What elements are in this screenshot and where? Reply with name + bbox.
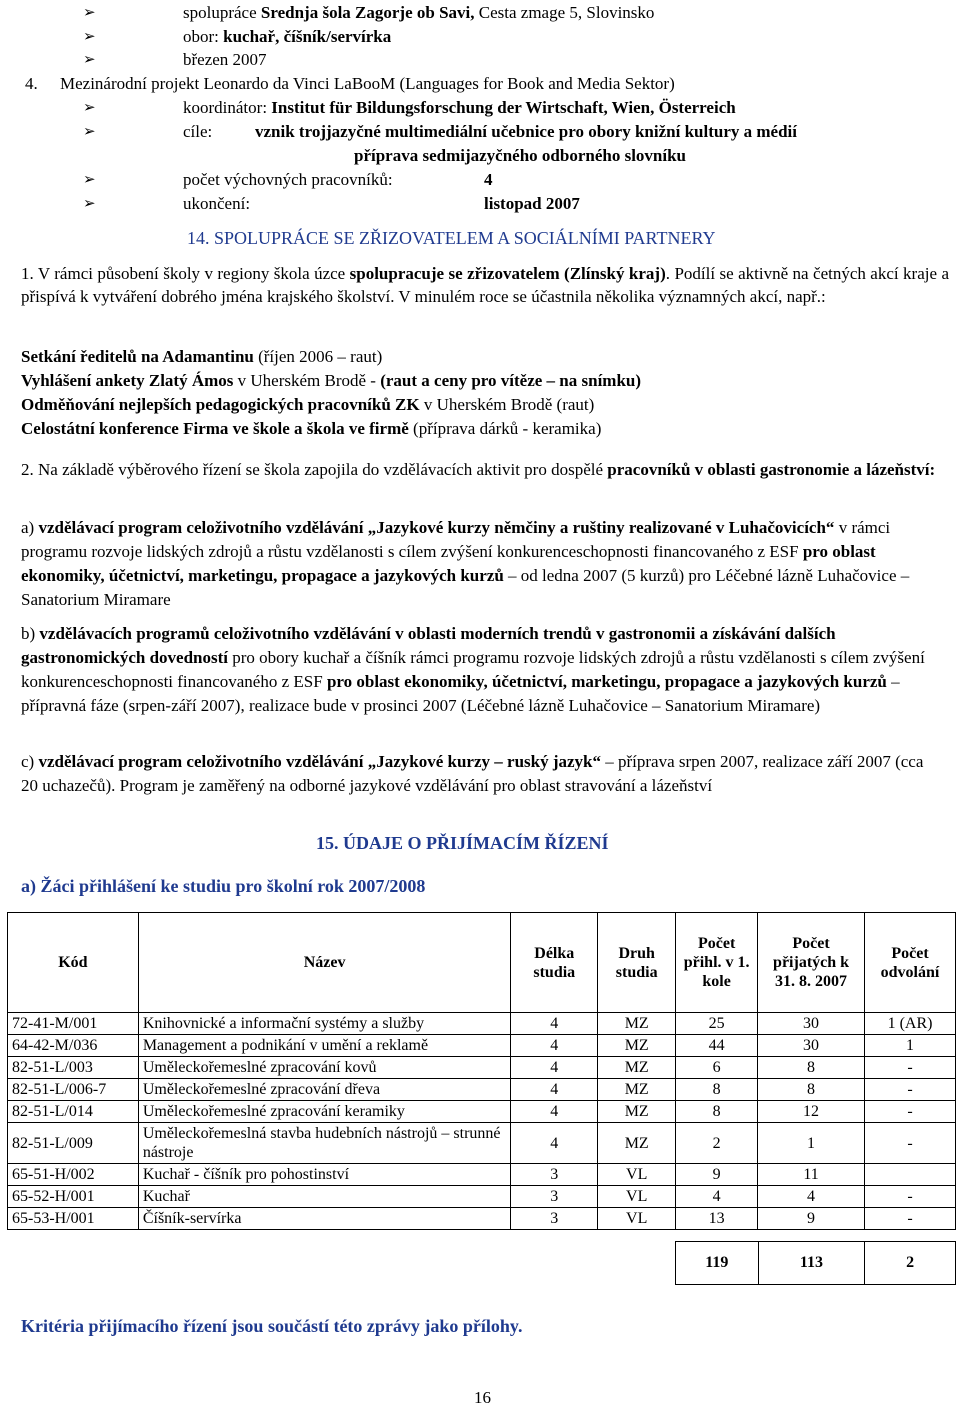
project-4-number: 4.	[25, 74, 38, 93]
program-b-letter: b)	[21, 624, 40, 643]
cell-appeals: 1 (AR)	[865, 1013, 956, 1035]
end-label: ukončení:	[183, 194, 251, 213]
cell-type: MZ	[598, 1079, 676, 1101]
cell-type: VL	[598, 1208, 676, 1230]
cell-code: 64-42-M/036	[8, 1035, 139, 1057]
cell-applicants: 44	[676, 1035, 758, 1057]
table-row	[8, 1035, 956, 1057]
cell-code: 82-51-L/006-7	[8, 1079, 139, 1101]
total-appeals: 2	[865, 1242, 956, 1285]
cell-accepted: 30	[758, 1013, 865, 1035]
top-item-1-bold: Srednja šola Zagorje ob Savi,	[260, 3, 475, 22]
arrow-bullet-icon: ➢	[83, 52, 96, 68]
column-header-length: Délka studia	[511, 913, 598, 1013]
program-b	[21, 622, 941, 718]
cell-accepted: 30	[758, 1035, 865, 1057]
cell-name: Kuchař - číšník pro pohostinství	[138, 1164, 510, 1186]
top-item-1-prefix: spolupráce	[183, 3, 261, 22]
cell-accepted: 1	[758, 1123, 865, 1164]
table-row	[8, 1057, 956, 1079]
cell-code: 82-51-L/014	[8, 1101, 139, 1123]
cell-type: MZ	[598, 1013, 676, 1035]
cell-type: VL	[598, 1164, 676, 1186]
cell-applicants: 6	[676, 1057, 758, 1079]
cell-appeals: -	[865, 1123, 956, 1164]
program-a-letter: a)	[21, 518, 39, 537]
event-1-name: Setkání ředitelů na Adamantinu	[21, 347, 254, 366]
cell-name: Uměleckořemeslné zpracování kovů	[138, 1057, 510, 1079]
event-4-name: Celostátní konference Firma ve škole a škola ve firmě	[21, 419, 409, 438]
program-c-title: vzdělávací program celoživotního vzdělávání „Jazykové kurzy – ruský jazyk“	[38, 752, 602, 771]
section-14-heading: 14. SPOLUPRÁCE SE ZŘIZOVATELEM A SOCIÁLNÍMI PARTNERY	[187, 228, 716, 248]
goal-2: příprava sedmijazyčného odborného slovníku	[354, 146, 687, 165]
event-4-detail: (příprava dárků - keramika)	[408, 419, 602, 438]
program-b-dates: – přípravná fáze (srpen-září 2007), realizace bude v prosinci 2007 (Léčebné lázně Luhačovice – Sanatorium Miramare)	[21, 672, 900, 715]
project-4-coordinator	[183, 98, 736, 118]
program-c	[21, 750, 931, 798]
totals-table	[675, 1241, 956, 1285]
cell-type: VL	[598, 1186, 676, 1208]
top-item-3	[183, 50, 267, 70]
p1-text-b: spolupracuje se zřizovatelem (Zlínský kraj)	[349, 264, 666, 283]
coordinator-label: koordinátor:	[183, 98, 268, 117]
cell-accepted: 11	[758, 1164, 865, 1186]
event-1	[21, 345, 382, 369]
cell-code: 82-51-L/009	[8, 1123, 139, 1164]
section-15-subheading: a) Žáci přihlášení ke studiu pro školní rok 2007/2008	[21, 876, 426, 896]
program-b-title: vzdělávacích programů celoživotního vzdělávání v oblasti moderních trendů v gastronomii a získávání dalších gastronomických dovedností	[21, 624, 836, 667]
event-3-detail: v Uherském Brodě (raut)	[419, 395, 595, 414]
table-row	[8, 1123, 956, 1164]
column-header-accepted: Počet přijatých k 31. 8. 2007	[758, 913, 865, 1013]
program-a-title: vzdělávací program celoživotního vzdělávání „Jazykové kurzy němčiny a ruštiny realizované v Luhačovicích“	[38, 518, 835, 537]
event-2-detail: (raut a ceny pro vítěze – na snímku)	[380, 371, 642, 390]
admission-criteria-note: Kritéria přijímacího řízení jsou součástí této zprávy jako přílohy.	[21, 1316, 523, 1336]
table-row	[8, 1101, 956, 1123]
p1-text-c: . Podílí se aktivně na četných akcí kraje a přispívá k vytváření dobrého jména krajského školství. V minulém roce se účastnila několika významných akcí, např.:	[21, 264, 949, 306]
cell-type: MZ	[598, 1035, 676, 1057]
cell-code: 65-51-H/002	[8, 1164, 139, 1186]
top-item-2	[183, 27, 391, 47]
p2-text-b: pracovníků v oblasti gastronomie a lázeňství:	[607, 460, 936, 479]
cell-name: Kuchař	[138, 1186, 510, 1208]
cell-code: 82-51-L/003	[8, 1057, 139, 1079]
cell-applicants: 25	[676, 1013, 758, 1035]
cell-applicants: 13	[676, 1208, 758, 1230]
table-row	[8, 1186, 956, 1208]
column-header-appeals: Počet odvolání	[865, 913, 956, 1013]
staff-label: počet výchovných pracovníků:	[183, 170, 393, 189]
admissions-table	[7, 912, 956, 1230]
cell-length: 3	[511, 1208, 598, 1230]
cell-applicants: 4	[676, 1186, 758, 1208]
arrow-bullet-icon: ➢	[83, 5, 96, 21]
table-header-row	[8, 913, 956, 1013]
cell-length: 3	[511, 1164, 598, 1186]
cell-name: Číšník-servírka	[138, 1208, 510, 1230]
arrow-bullet-icon: ➢	[83, 196, 96, 212]
goal-1: vznik trojjazyčné multimediální učebnice pro obory knižní kultury a médií	[255, 122, 797, 141]
cell-type: MZ	[598, 1101, 676, 1123]
cell-type: MZ	[598, 1123, 676, 1164]
top-item-1	[183, 3, 654, 23]
p2-text-a: 2. Na základě výběrového řízení se škola zapojila do vzdělávacích aktivit pro dospělé	[21, 460, 608, 479]
program-b-text: pro obory kuchař a číšník rámci programu rozvoje lidských zdrojů a růstu vzdělanosti s cílem zvýšení konkurenceschopnosti financovaného z ESF	[21, 648, 925, 691]
cell-name: Knihovnické a informační systémy a služby	[138, 1013, 510, 1035]
cell-appeals: -	[865, 1208, 956, 1230]
event-1-detail: (říjen 2006 – raut)	[253, 347, 383, 366]
cell-appeals: -	[865, 1186, 956, 1208]
cell-appeals: -	[865, 1101, 956, 1123]
cell-applicants: 2	[676, 1123, 758, 1164]
cell-appeals	[865, 1164, 956, 1186]
event-4	[21, 417, 601, 441]
project-4-title: Mezinárodní projekt Leonardo da Vinci LaBooM (Languages for Book and Media Sektor)	[60, 74, 675, 93]
section-14-paragraph-1	[21, 262, 949, 308]
p1-text-a: 1. V rámci působení školy v regiony škola úzce	[21, 264, 350, 283]
cell-accepted: 4	[758, 1186, 865, 1208]
total-applicants: 119	[676, 1242, 759, 1285]
program-b-focus: pro oblast ekonomiky, účetnictví, marketingu, propagace a jazykových kurzů	[326, 672, 887, 691]
cell-length: 4	[511, 1079, 598, 1101]
table-row	[8, 1079, 956, 1101]
top-item-2-bold: kuchař, číšník/servírka	[223, 27, 392, 46]
arrow-bullet-icon: ➢	[83, 172, 96, 188]
table-row	[8, 1208, 956, 1230]
event-2-place: v Uherském Brodě -	[233, 371, 381, 390]
end-value: listopad 2007	[484, 194, 580, 213]
program-a-dates: – od ledna 2007 (5 kurzů) pro Léčebné lázně Luhačovice – Sanatorium Miramare	[21, 566, 910, 609]
page-number: 16	[474, 1388, 491, 1407]
cell-accepted: 8	[758, 1079, 865, 1101]
column-header-name: Název	[138, 913, 510, 1013]
program-a-focus: pro oblast ekonomiky, účetnictví, marketingu, propagace a jazykových kurzů	[21, 542, 876, 585]
top-item-1-rest: Cesta zmage 5, Slovinsko	[474, 3, 655, 22]
cell-length: 4	[511, 1057, 598, 1079]
cell-name: Uměleckořemeslné zpracování keramiky	[138, 1101, 510, 1123]
cell-length: 4	[511, 1123, 598, 1164]
arrow-bullet-icon: ➢	[83, 100, 96, 116]
cell-appeals: 1	[865, 1035, 956, 1057]
cell-length: 4	[511, 1013, 598, 1035]
event-3	[21, 393, 594, 417]
column-header-type: Druh studia	[598, 913, 676, 1013]
top-item-2-prefix: obor:	[183, 27, 224, 46]
program-c-text: – příprava srpen 2007, realizace září 2007 (cca 20 uchazečů). Program je zaměřený na odborné jazykové vzdělávání pro oblast stravování a lázeňství	[21, 752, 924, 795]
cell-applicants: 8	[676, 1101, 758, 1123]
cell-length: 4	[511, 1035, 598, 1057]
program-a	[21, 516, 941, 612]
event-2	[21, 369, 641, 393]
total-accepted: 113	[758, 1242, 865, 1285]
cell-name: Management a podnikání v umění a reklamě	[138, 1035, 510, 1057]
goals-label: cíle:	[183, 122, 213, 141]
arrow-bullet-icon: ➢	[83, 124, 96, 140]
cell-code: 65-52-H/001	[8, 1186, 139, 1208]
column-header-code: Kód	[8, 913, 139, 1013]
program-c-letter: c)	[21, 752, 39, 771]
cell-applicants: 9	[676, 1164, 758, 1186]
totals-row	[676, 1242, 956, 1285]
cell-appeals: -	[865, 1079, 956, 1101]
section-14-paragraph-2	[21, 458, 941, 482]
cell-type: MZ	[598, 1057, 676, 1079]
cell-name: Uměleckořemeslná stavba hudebních nástrojů – strunné nástroje	[138, 1123, 510, 1164]
program-a-text: v rámci programu rozvoje lidských zdrojů a růstu vzdělanosti s cílem zvýšení konkurenceschopnosti financovaného z ESF	[21, 518, 891, 561]
cell-name: Uměleckořemeslné zpracování dřeva	[138, 1079, 510, 1101]
cell-accepted: 9	[758, 1208, 865, 1230]
cell-length: 3	[511, 1186, 598, 1208]
table-row	[8, 1013, 956, 1035]
event-2-name: Vyhlášení ankety Zlatý Ámos	[21, 371, 234, 390]
cell-accepted: 8	[758, 1057, 865, 1079]
cell-applicants: 8	[676, 1079, 758, 1101]
cell-code: 65-53-H/001	[8, 1208, 139, 1230]
column-header-applicants: Počet přihl. v 1. kole	[676, 913, 758, 1013]
staff-value: 4	[484, 170, 493, 189]
section-15-heading: 15. ÚDAJE O PŘIJÍMACÍM ŘÍZENÍ	[316, 833, 609, 853]
coordinator-value: Institut für Bildungsforschung der Wirtschaft, Wien, Österreich	[271, 98, 736, 117]
table-row	[8, 1164, 956, 1186]
top-item-3-prefix: březen 2007	[183, 50, 267, 69]
arrow-bullet-icon: ➢	[83, 29, 96, 45]
cell-accepted: 12	[758, 1101, 865, 1123]
event-3-name: Odměňování nejlepších pedagogických pracovníků ZK	[21, 395, 420, 414]
cell-code: 72-41-M/001	[8, 1013, 139, 1035]
cell-appeals: -	[865, 1057, 956, 1079]
cell-length: 4	[511, 1101, 598, 1123]
